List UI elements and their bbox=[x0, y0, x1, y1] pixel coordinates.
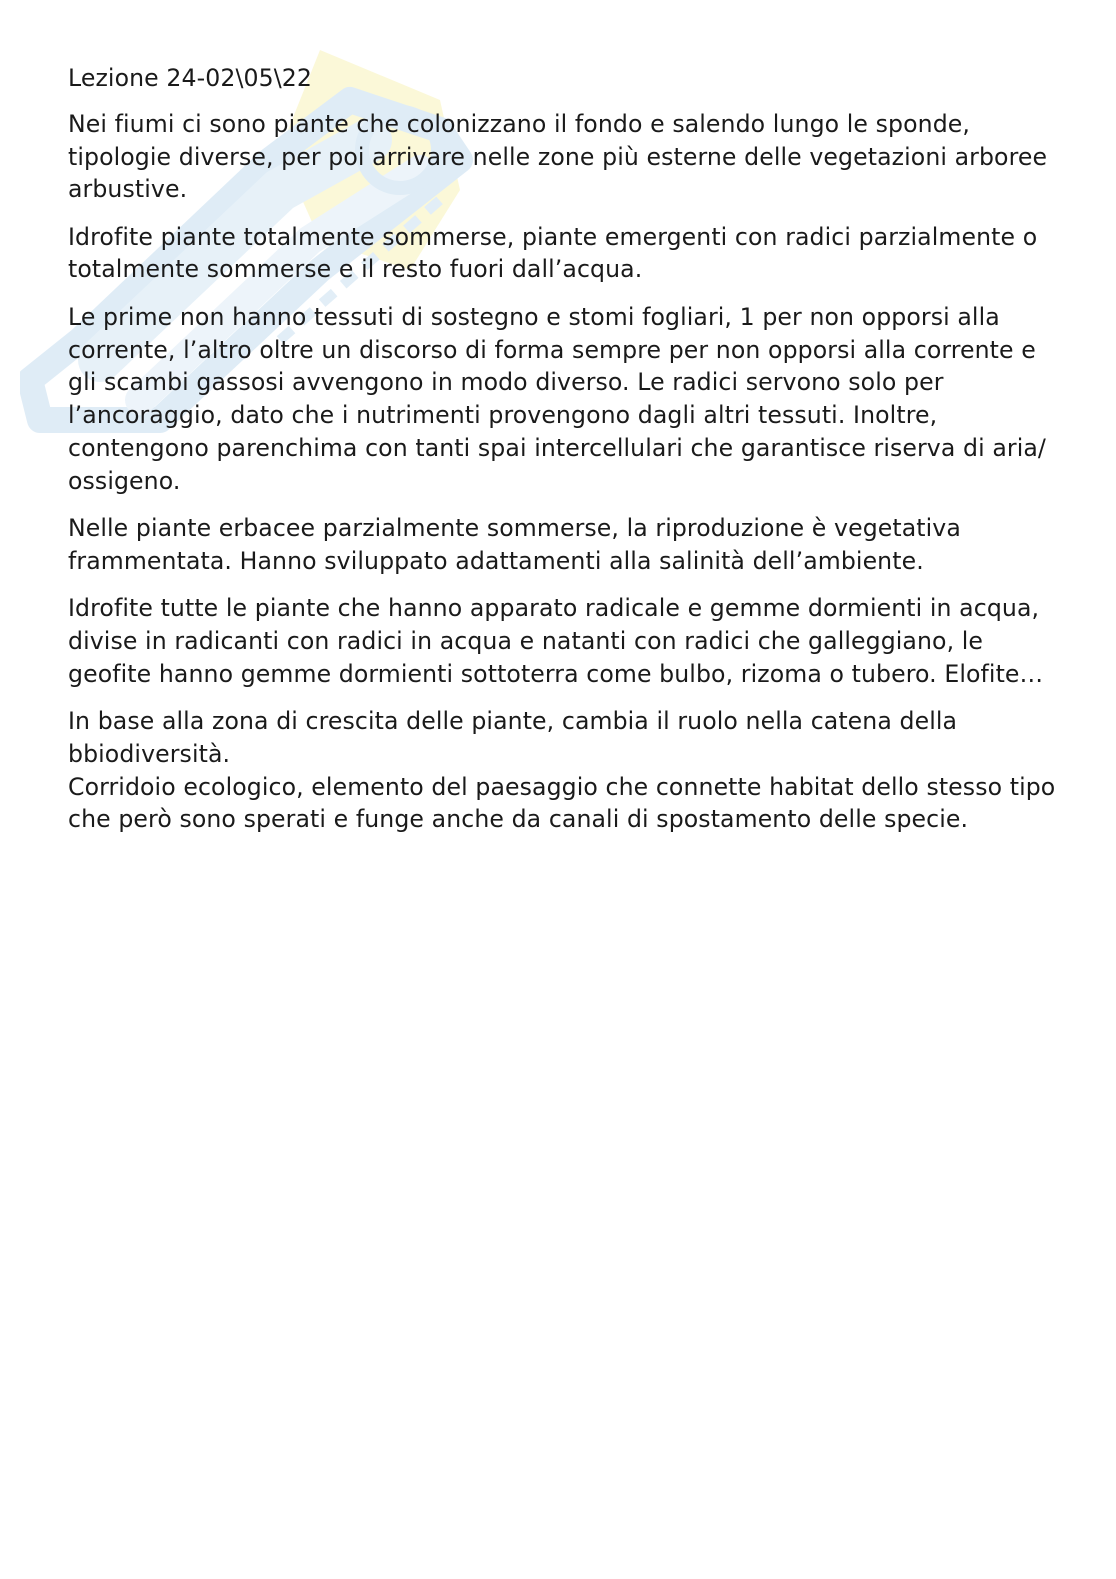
paragraph-7: Corridoio ecologico, elemento del paesaggio che connette habitat dello stesso tipo che però sono sperati e funge anche da canali di spostamento delle specie. bbox=[68, 772, 1056, 834]
paragraph-4: Nelle piante erbacee parzialmente sommerse, la riproduzione è vegetativa frammentata. Hanno sviluppato adattamenti alla salinità dell’ambiente. bbox=[68, 514, 961, 575]
paragraph-1: Nei fiumi ci sono piante che colonizzano il fondo e salendo lungo le sponde, tipologie diverse, per poi arrivare nelle zone più esterne delle vegetazioni arboree arbustive. bbox=[68, 109, 1048, 204]
lesson-title: Lezione 24-02\05\22 bbox=[68, 64, 312, 92]
paragraph-2: Idrofite piante totalmente sommerse, piante emergenti con radici parzialmente o totalmente sommerse e il resto fuori dall’acqua. bbox=[68, 222, 1038, 284]
paragraph-6: In base alla zona di crescita delle piante, cambia il ruolo nella catena della bbiodiversità. bbox=[68, 707, 958, 768]
document-body bbox=[68, 62, 1058, 851]
paragraph-5: Idrofite tutte le piante che hanno apparato radicale e gemme dormienti in acqua, divise in radicanti con radici in acqua e natanti con radici che galleggiano, le geofite hanno gemme dormienti sottoterra come bulbo, rizoma o tubero. Elofite… bbox=[68, 594, 1044, 688]
paragraph-3: Le prime non hanno tessuti di sostegno e stomi fogliari, 1 per non opporsi alla corrente, l’altro oltre un discorso di forma sempre per non opporsi alla corrente e gli scambi gassosi avvengono in modo diverso. Le radici servono solo per l’ancoraggio, dato che i nutrimenti provengono dagli altri tessuti. Inoltre, contengono parenchima con tanti spai intercellulari che garantisce riserva di aria/ ossigeno. bbox=[68, 302, 1046, 495]
